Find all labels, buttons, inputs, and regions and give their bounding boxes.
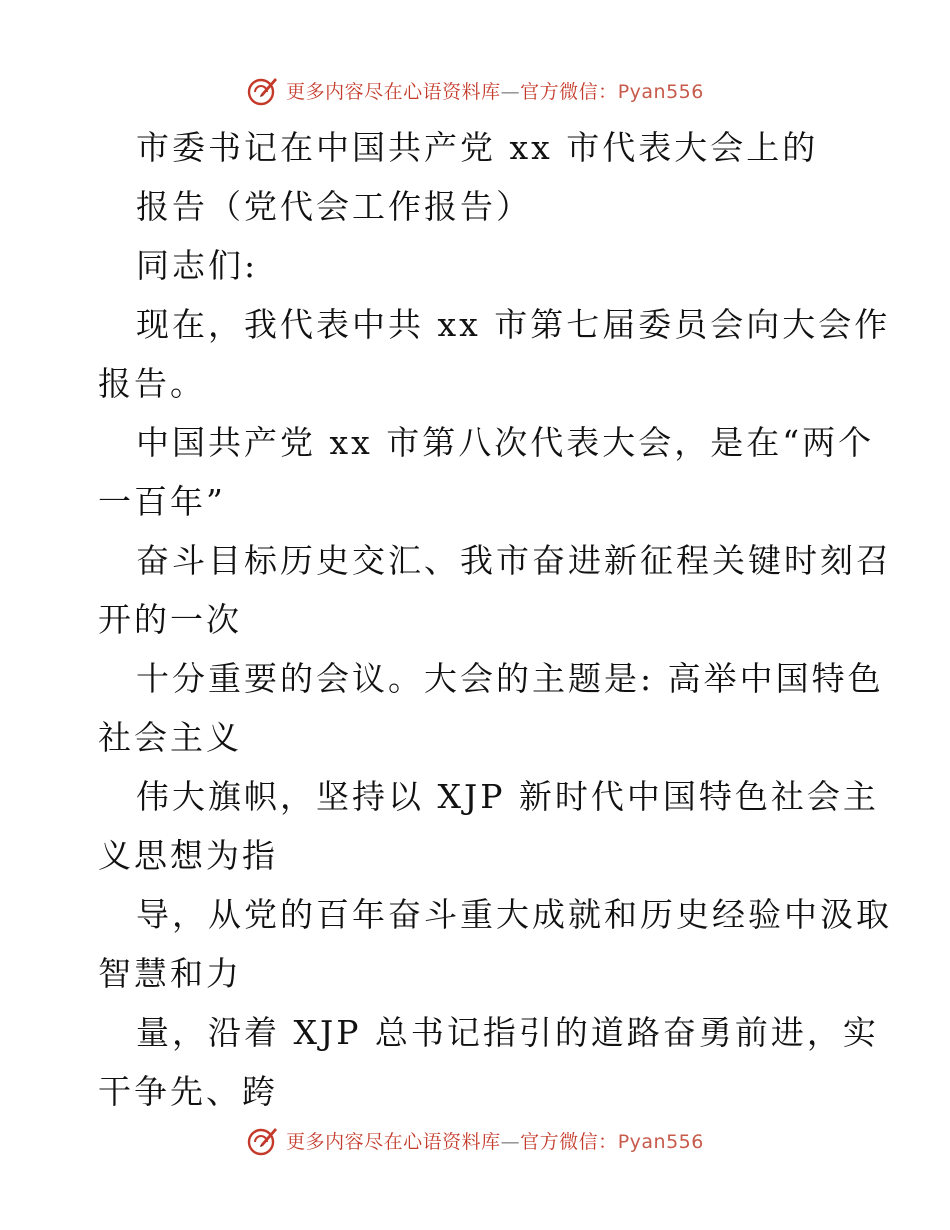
salutation: 同志们:	[136, 246, 259, 285]
paragraph-line: 开的一次	[98, 600, 242, 639]
banner-wechat-id: Pyan556	[617, 1130, 704, 1153]
footer-banner	[0, 1120, 950, 1160]
banner-label: 官方微信：	[520, 80, 618, 103]
paragraph-line: 干争先、跨	[98, 1072, 278, 1111]
paragraph-line: 智慧和力	[98, 954, 242, 993]
paragraph-line: 社会主义	[98, 718, 242, 757]
paragraph-line: 导，从党的百年奋斗重大成就和历史经验中汲取	[136, 895, 892, 934]
paragraph-line: 现在，我代表中共 xx 市第七届委员会向大会作	[136, 305, 891, 344]
banner-label: 官方微信：	[520, 1130, 618, 1153]
document-title-line-2: 报告（党代会工作报告）	[136, 187, 532, 226]
pen-logo-icon	[246, 73, 280, 107]
header-banner	[0, 70, 950, 110]
paragraph-line: 十分重要的会议。大会的主题是: 高举中国特色	[136, 659, 884, 698]
paragraph-line: 伟大旗帜，坚持以 XJP 新时代中国特色社会主	[136, 777, 879, 816]
pen-logo-icon	[246, 1123, 280, 1157]
document-title-line-1: 市委书记在中国共产党 xx 市代表大会上的	[136, 128, 819, 167]
paragraph-line: 报告。	[98, 364, 206, 403]
banner-wechat-id: Pyan556	[617, 80, 704, 103]
footer-banner-text	[286, 1127, 704, 1154]
paragraph-line: 量，沿着 XJP 总书记指引的道路奋勇前进，实	[136, 1013, 879, 1052]
paragraph-line: 义思想为指	[98, 836, 278, 875]
paragraph-line: 一百年”	[98, 482, 226, 521]
paragraph-line: 中国共产党 xx 市第八次代表大会，是在“两个	[136, 423, 875, 462]
paragraph-line: 奋斗目标历史交汇、我市奋进新征程关键时刻召	[136, 541, 892, 580]
banner-main-text: 更多内容尽在心语资料库	[286, 1130, 501, 1153]
header-banner-text	[286, 77, 704, 104]
banner-separator: —	[500, 1130, 521, 1153]
document-body	[98, 118, 892, 1121]
banner-main-text: 更多内容尽在心语资料库	[286, 80, 501, 103]
banner-separator: —	[500, 80, 521, 103]
